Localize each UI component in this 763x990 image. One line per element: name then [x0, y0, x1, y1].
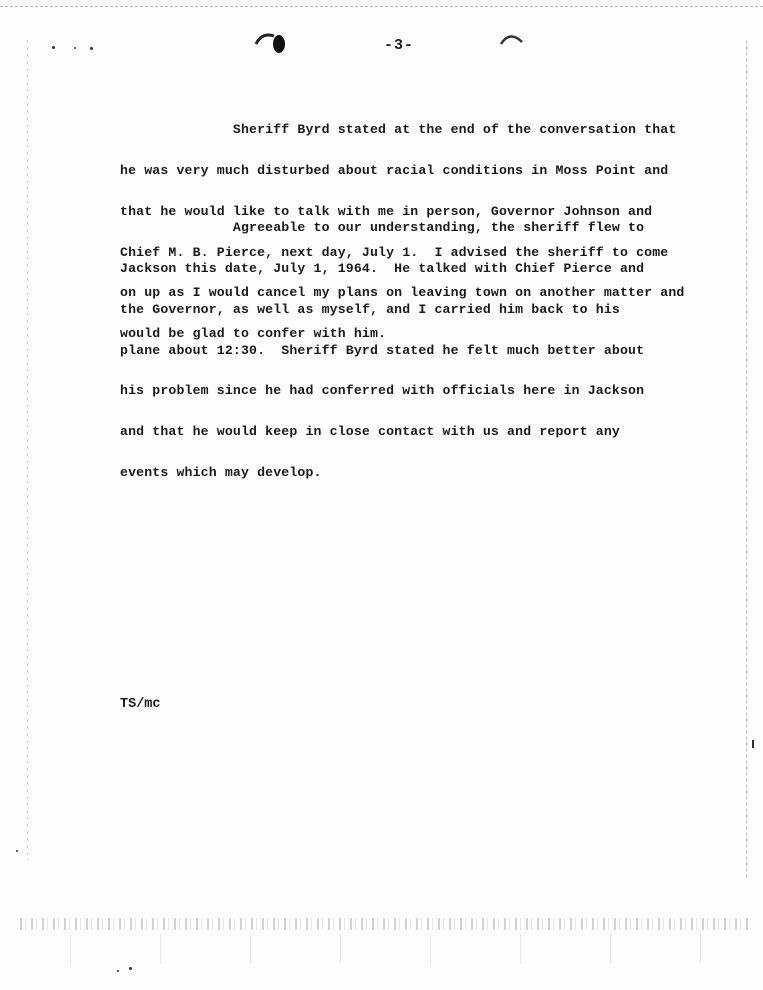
- scan-speck: [74, 47, 76, 49]
- bottom-scan-noise: [20, 918, 750, 930]
- text-line: on up as I would cancel my plans on leaving town on another matter and: [120, 285, 685, 301]
- binder-hole-mark-left: [254, 30, 290, 56]
- text-line: his problem since he had conferred with officials here in Jackson: [120, 383, 645, 399]
- binder-hole-mark-right: [498, 30, 526, 50]
- scan-speck: [129, 967, 132, 970]
- text-line: plane about 12:30. Sheriff Byrd stated he felt much better about: [120, 342, 645, 358]
- scan-speck: [752, 740, 754, 748]
- paragraph-2: [120, 194, 730, 507]
- scan-speck: [90, 47, 93, 50]
- text-line: Agreeable to our understanding, the sheriff flew to: [120, 220, 645, 236]
- text-line: that he would like to talk with me in person, Governor Johnson and: [120, 203, 653, 219]
- text-line: the Governor, as well as myself, and I carried him back to his: [120, 301, 620, 317]
- text-line: and that he would keep in close contact with us and report any: [120, 424, 620, 440]
- text-line: Jackson this date, July 1, 1964. He talked with Chief Pierce and: [120, 260, 645, 276]
- scan-speck: [16, 850, 18, 852]
- left-scan-edge: [27, 40, 28, 860]
- scan-speck: [117, 970, 119, 972]
- text-line: he was very much disturbed about racial conditions in Moss Point and: [120, 162, 669, 178]
- typist-initials: TS/mc: [120, 697, 161, 712]
- bottom-scan-noise: [30, 934, 730, 964]
- right-scan-edge: [746, 40, 747, 880]
- text-line: events which may develop.: [120, 464, 322, 480]
- scan-speck: [52, 46, 55, 49]
- text-line: would be glad to confer with him.: [120, 326, 387, 342]
- page-number: -3-: [384, 37, 415, 54]
- text-line: Sheriff Byrd stated at the end of the conversation that: [120, 122, 677, 138]
- text-line: Chief M. B. Pierce, next day, July 1. I advised the sheriff to come: [120, 244, 669, 260]
- top-perforation-edge: [0, 0, 763, 7]
